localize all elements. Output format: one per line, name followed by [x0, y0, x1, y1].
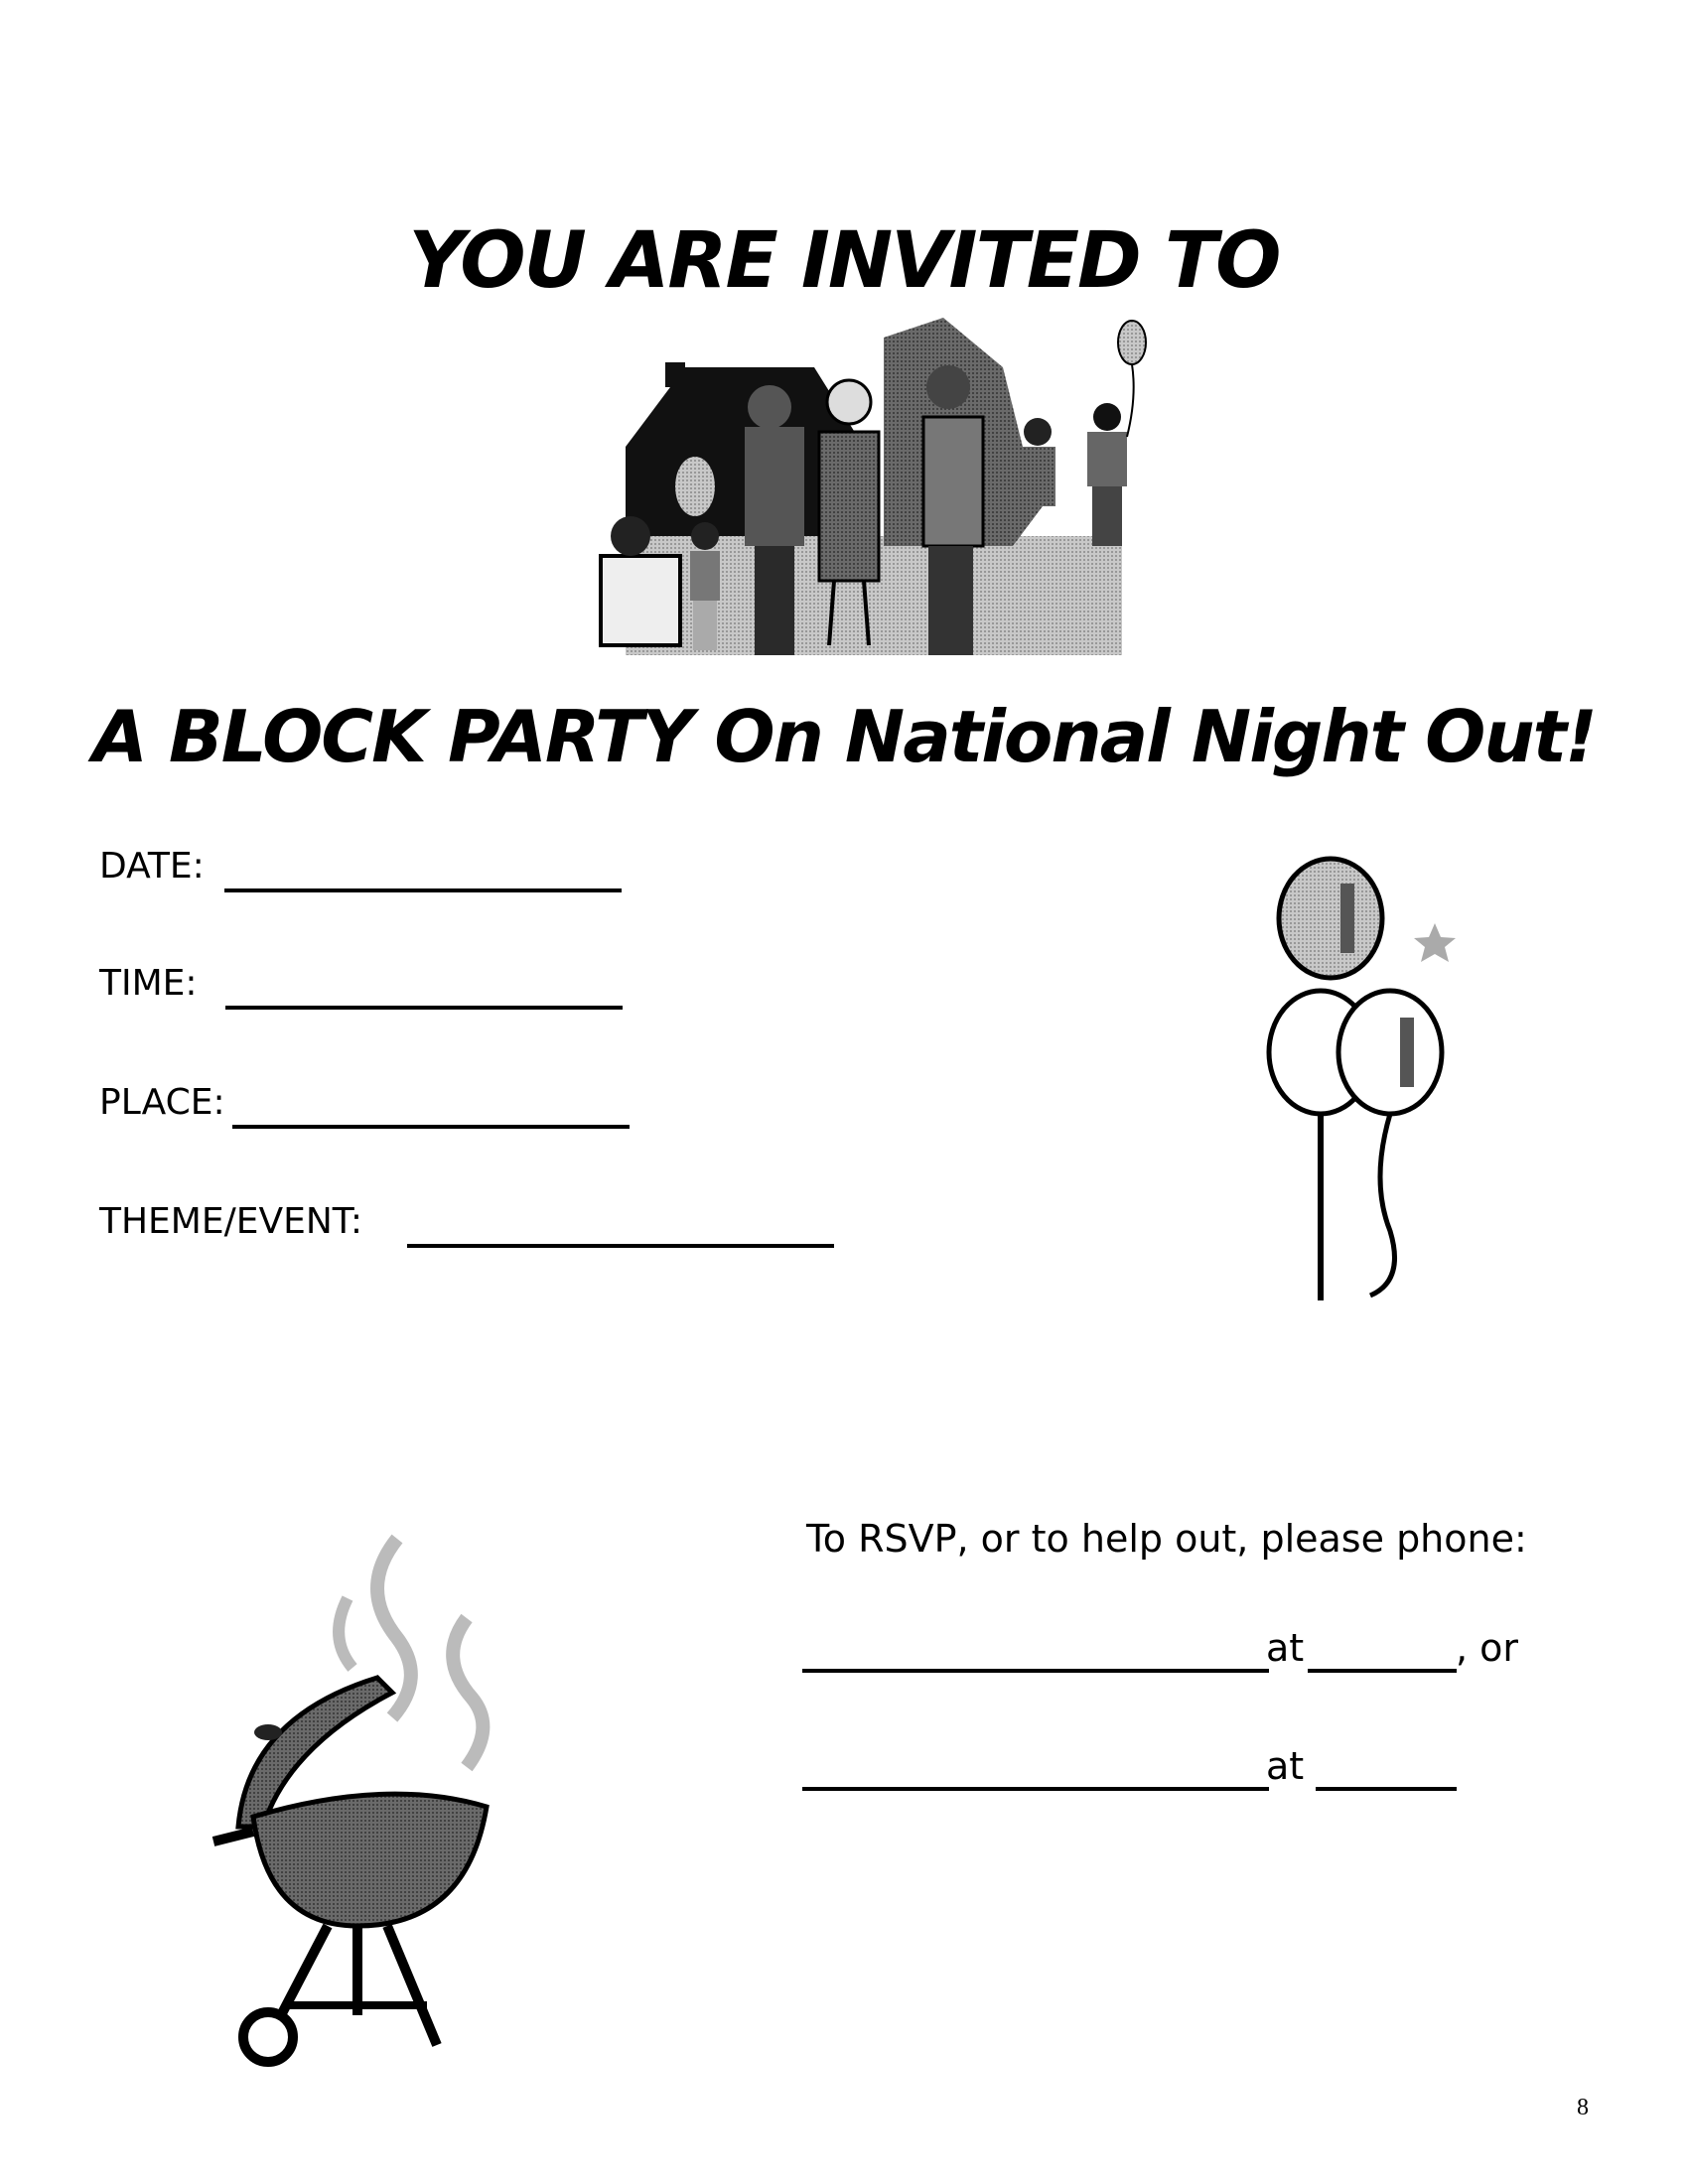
theme-event-label: THEME/EVENT: [99, 1201, 362, 1242]
date-label: DATE: [99, 846, 205, 887]
party-scene-illustration [586, 308, 1182, 665]
date-field[interactable] [224, 888, 622, 892]
block-party-heading: A BLOCK PARTY On National Night Out! [92, 695, 1596, 778]
time-label: TIME: [99, 963, 198, 1004]
time-field[interactable] [225, 1006, 623, 1010]
rsvp-name-field-2[interactable] [802, 1787, 1269, 1791]
rsvp-or-label: , or [1456, 1626, 1519, 1670]
place-field[interactable] [232, 1125, 630, 1129]
balloons-illustration [1221, 854, 1479, 1390]
page-number: 8 [1577, 2095, 1589, 2120]
rsvp-phone-field-1[interactable] [1308, 1669, 1457, 1673]
rsvp-name-field-1[interactable] [802, 1669, 1269, 1673]
rsvp-prompt: To RSVP, or to help out, please phone: [806, 1517, 1527, 1561]
grill-illustration [209, 1529, 546, 2075]
invitation-heading: YOU ARE INVITED TO [408, 216, 1280, 306]
rsvp-at-label-2: at [1266, 1744, 1305, 1788]
place-label: PLACE: [99, 1082, 225, 1123]
rsvp-at-label-1: at [1266, 1626, 1305, 1670]
theme-event-field[interactable] [407, 1244, 834, 1248]
rsvp-phone-field-2[interactable] [1316, 1787, 1457, 1791]
